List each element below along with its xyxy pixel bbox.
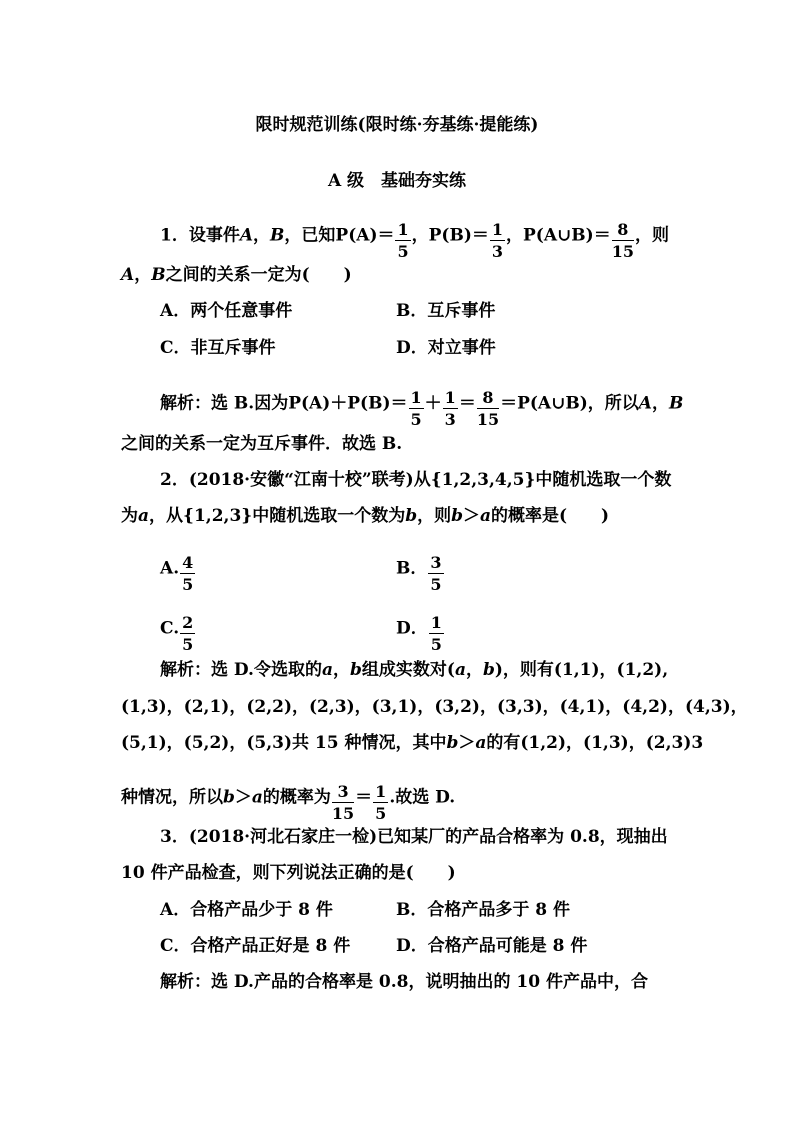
frac-den: 5: [182, 575, 194, 594]
var-a: a: [138, 506, 150, 526]
event-b: B: [151, 265, 166, 285]
option-frac: [429, 615, 444, 653]
q2-option-c[interactable]: [160, 610, 196, 654]
frac-den: 5: [375, 804, 387, 823]
sol-text: 解析：选 B.因为: [160, 393, 289, 414]
q2-solution-line2: (1,3)，(2,1)，(2,2)，(2,3)，(3,1)，(3,2)，(3,3)，(4,1)，(4,2)，(4,3)，: [121, 697, 748, 717]
q3-solution-line1: 解析：选 D.产品的合格率是 0.8，说明抽出的 10 件产品中，合: [160, 972, 648, 992]
q2-solution-line3: [121, 735, 703, 752]
var-b: b: [350, 660, 362, 680]
plus-sign: ＋: [424, 393, 442, 414]
option-label: D．: [396, 618, 428, 639]
frac-num: 3: [430, 553, 442, 572]
q1-frac-b: [490, 222, 505, 260]
frac-den: 15: [331, 804, 355, 823]
q1-option-c[interactable]: C．非互斥事件: [160, 338, 276, 358]
q2-line1: 2．(2018·安徽“江南十校”联考)从{1,2,3,4,5}中随机选取一个数: [160, 470, 672, 490]
q1-comma: ，: [253, 225, 271, 246]
event-a: A: [121, 265, 135, 285]
frac-num: 1: [410, 388, 422, 407]
q3-line2: 10 件产品检查，则下列说法正确的是( ): [121, 863, 456, 883]
q1-solution-line1: [160, 385, 684, 429]
equals-sign: ＝: [458, 393, 476, 414]
var-b: b: [446, 733, 459, 753]
q2-text: ，则: [417, 506, 452, 526]
q1-sep: ，: [506, 225, 524, 246]
frac-den: 5: [410, 410, 422, 429]
option-frac: [180, 555, 195, 593]
q1-frac-a: [395, 222, 410, 260]
q2-text: 为: [121, 506, 138, 526]
option-label: B．: [396, 558, 428, 579]
event-a: A: [638, 393, 652, 414]
q1-given: ，已知: [284, 225, 336, 246]
q1-line2: [121, 267, 352, 284]
q3-option-d[interactable]: D．合格产品可能是 8 件: [396, 936, 588, 956]
q1-comma: ，: [134, 265, 152, 285]
q2-solution-line4: [121, 779, 456, 823]
sol-text: 的有(1,2)，(1,3)，(2,3)3: [486, 733, 704, 753]
q2-option-b[interactable]: [396, 550, 445, 594]
var-a: a: [475, 733, 487, 753]
sol-text: ，: [333, 660, 350, 680]
q1-frac-ab: [612, 222, 634, 260]
q3-option-a[interactable]: A．合格产品少于 8 件: [160, 900, 333, 920]
sol-frac: [332, 784, 354, 822]
frac-den: 5: [397, 242, 409, 261]
q3-option-b[interactable]: B．合格产品多于 8 件: [396, 900, 571, 920]
q1-pa: P(A)＝: [335, 225, 395, 246]
sol-text: (5,1)，(5,2)，(5,3)共 15 种情况，其中: [121, 733, 447, 753]
var-b: b: [482, 660, 495, 680]
q2-solution-line1: [160, 662, 668, 679]
q1-then: ，则: [634, 225, 669, 246]
q1-sep: ，: [411, 225, 429, 246]
option-frac: [428, 555, 443, 593]
q1-pab: P(A∪B)＝: [523, 225, 611, 246]
var-b: b: [223, 787, 235, 808]
var-b: b: [451, 506, 463, 526]
q2-option-a[interactable]: [160, 550, 196, 594]
equals-sign: ＝: [355, 787, 373, 808]
sol-text: 组成实数对(: [361, 660, 455, 680]
q2-option-d[interactable]: [396, 610, 445, 654]
var-b: b: [405, 506, 418, 526]
var-a: a: [454, 660, 466, 680]
q2-text: ，从{1,2,3}中随机选取一个数为: [149, 506, 406, 526]
frac-num: 1: [397, 220, 409, 239]
frac-den: 3: [491, 242, 504, 261]
sol-frac: [443, 390, 458, 428]
q1-option-a[interactable]: A．两个任意事件: [160, 301, 293, 321]
event-b: B: [270, 225, 285, 246]
frac-num: 1: [375, 782, 387, 801]
q1-option-b[interactable]: B．互斥事件: [396, 301, 496, 321]
frac-den: 15: [476, 410, 500, 429]
gt-sign: ＞: [234, 787, 252, 808]
q1-solution-line2: 之间的关系一定为互斥事件．故选 B.: [121, 434, 403, 454]
q1-pb: P(B)＝: [428, 225, 489, 246]
option-label: A.: [160, 558, 180, 579]
frac-num: 1: [491, 220, 504, 239]
frac-num: 1: [444, 388, 456, 407]
frac-num: 1: [430, 613, 442, 632]
q3-line1: 3．(2018·河北石家庄一检)已知某厂的产品合格率为 0.8，现抽出: [160, 827, 668, 847]
sol-text: .故选 D.: [389, 787, 456, 808]
sol-text: 种情况，所以: [121, 787, 223, 808]
event-b: B: [668, 393, 684, 414]
sol-frac: [409, 390, 424, 428]
option-label: C.: [160, 618, 180, 639]
q1-option-d[interactable]: D．对立事件: [396, 338, 496, 358]
var-a: a: [251, 787, 263, 808]
frac-den: 5: [182, 635, 194, 654]
frac-den: 3: [444, 410, 456, 429]
sol-text: )，则有(1,1)，(1,2),: [494, 660, 669, 680]
frac-den: 5: [430, 575, 442, 594]
q1-line1: [160, 217, 669, 261]
sol-text: 的概率为: [262, 787, 331, 808]
sol-frac: [477, 390, 499, 428]
q2-line2: [121, 508, 609, 525]
event-a: A: [239, 225, 254, 246]
sol-text: 解析：选 D.令选取的: [160, 660, 322, 680]
frac-num: 8: [477, 390, 499, 409]
sol-frac: [373, 784, 388, 822]
frac-den: 5: [430, 635, 442, 654]
frac-num: 3: [332, 784, 354, 803]
q1-stem-end: 之间的关系一定为( ): [165, 265, 352, 285]
equals-sign: ＝: [500, 393, 518, 414]
frac-num: 2: [182, 613, 194, 632]
sol-comma: ，: [651, 393, 669, 414]
sol-expr: P(A)＋P(B)＝: [288, 393, 408, 414]
option-frac: [180, 615, 195, 653]
gt-sign: ＞: [458, 733, 476, 753]
sol-expr: P(A∪B): [517, 393, 588, 414]
page-title: 限时规范训练(限时练·夯基练·提能练): [255, 115, 539, 135]
section-level: A 级 基础夯实练: [327, 171, 467, 191]
frac-den: 15: [611, 242, 634, 261]
gt-sign: ＞: [462, 506, 480, 526]
frac-num: 8: [612, 222, 634, 241]
sol-text: ，: [465, 660, 483, 680]
frac-num: 4: [182, 553, 194, 572]
q2-text: 的概率是( ): [491, 506, 610, 526]
sol-text: ，所以: [587, 393, 639, 414]
q1-prefix: 1．设事件: [160, 225, 240, 246]
var-a: a: [479, 506, 491, 526]
var-a: a: [321, 660, 333, 680]
q3-option-c[interactable]: C．合格产品正好是 8 件: [160, 936, 351, 956]
